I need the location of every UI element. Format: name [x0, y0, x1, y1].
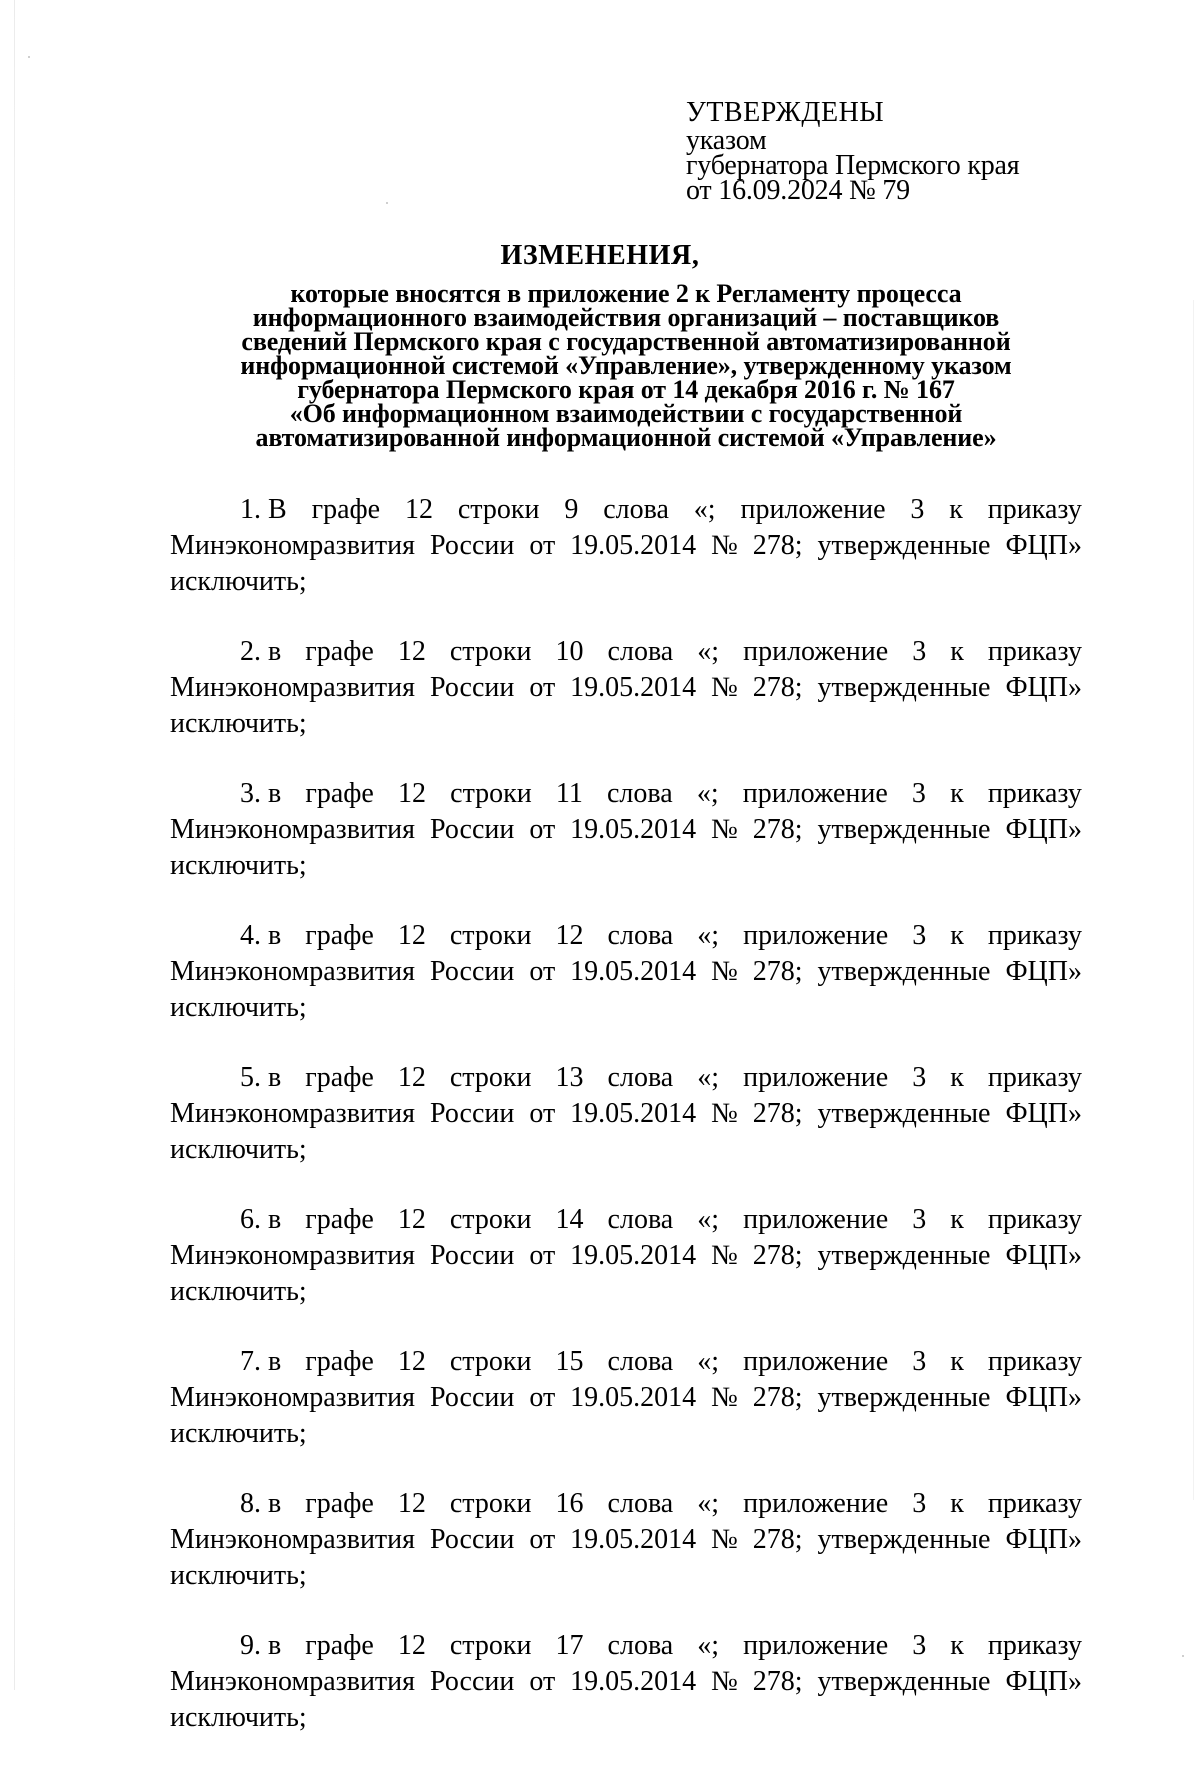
amendment-line — [170, 1380, 1082, 1416]
amendment-word: от — [529, 1098, 556, 1129]
amendment-word: 278; — [752, 1382, 803, 1413]
amendment-word: утвержденные — [817, 956, 991, 987]
amendment-word: слова — [607, 1062, 674, 1093]
amendment-word: 12 — [397, 1204, 426, 1235]
amendment-word: слова — [607, 1204, 674, 1235]
amendment-word: Минэкономразвития — [170, 1524, 416, 1555]
amendment-word: приложение — [743, 920, 889, 951]
amendment-word: 10 — [555, 636, 584, 667]
amendment-word: 3 — [912, 1630, 927, 1661]
amendment-word: графе — [305, 1630, 374, 1661]
amendment-word: от — [529, 1666, 556, 1697]
amendment-word: «; — [697, 1488, 720, 1519]
amendment-word: 4. в — [240, 920, 282, 951]
amendment-line: исключить; — [170, 566, 307, 597]
amendment-word: 3 — [912, 920, 927, 951]
amendment-line: исключить; — [170, 1134, 307, 1165]
amendment-item — [170, 1202, 1082, 1310]
amendment-line — [170, 492, 1082, 528]
amendment-word: 5. в — [240, 1062, 282, 1093]
amendment-word: к — [950, 1204, 964, 1235]
amendment-word: ФЦП» — [1005, 1382, 1082, 1413]
amendment-line — [170, 1344, 1082, 1380]
amendment-word: 12 — [555, 920, 584, 951]
scan-speck — [28, 56, 30, 58]
amendment-word: России — [429, 1524, 515, 1555]
amendment-line: исключить; — [170, 708, 307, 739]
amendment-word: строки — [450, 778, 532, 809]
amendment-line — [170, 634, 1082, 670]
scan-edge-right — [1193, 300, 1194, 1500]
amendment-word: 16 — [555, 1488, 584, 1519]
amendment-line — [170, 812, 1082, 848]
amendment-word: ФЦП» — [1005, 672, 1082, 703]
amendment-word: № — [711, 1524, 738, 1555]
amendment-word: приложение — [743, 636, 889, 667]
amendment-word: 9 — [564, 494, 579, 525]
amendment-line: исключить; — [170, 1702, 307, 1733]
amendment-word: № — [711, 1666, 738, 1697]
amendment-line — [170, 1202, 1082, 1238]
amendment-word: 3 — [912, 1488, 927, 1519]
amendment-word: утвержденные — [817, 1666, 991, 1697]
amendment-line: исключить; — [170, 1560, 307, 1591]
amendment-word: № — [711, 1382, 738, 1413]
amendment-line: исключить; — [170, 850, 307, 881]
amendment-word: Минэкономразвития — [170, 672, 416, 703]
amendment-line — [170, 1486, 1082, 1522]
amendment-word: 1. В — [240, 494, 287, 525]
amendment-word: России — [429, 672, 515, 703]
amendment-word: утвержденные — [817, 530, 991, 561]
amendment-word: графе — [305, 1062, 374, 1093]
amendment-word: России — [429, 956, 515, 987]
amendment-word: «; — [697, 636, 720, 667]
amendment-word: 19.05.2014 — [570, 1524, 697, 1555]
amendment-item — [170, 776, 1082, 884]
amendment-word: России — [429, 530, 515, 561]
document-subtitle — [180, 279, 1072, 452]
amendment-word: ФЦП» — [1005, 530, 1082, 561]
amendment-line — [170, 954, 1082, 990]
amendment-line — [170, 1060, 1082, 1096]
amendment-word: 13 — [555, 1062, 584, 1093]
amendment-word: к — [949, 494, 963, 525]
amendment-word: 3 — [912, 1204, 927, 1235]
amendment-word: 278; — [752, 1524, 803, 1555]
amendment-word: утвержденные — [817, 1240, 991, 1271]
amendment-word: приложение — [740, 494, 886, 525]
amendment-word: № — [711, 530, 738, 561]
amendment-word: к — [950, 778, 964, 809]
amendment-word: от — [529, 530, 556, 561]
approval-block — [686, 97, 1020, 206]
amendment-word: утвержденные — [817, 672, 991, 703]
amendment-word: приказу — [987, 494, 1082, 525]
amendment-word: № — [711, 1240, 738, 1271]
amendment-word: 3 — [912, 1346, 927, 1377]
amendment-word: 12 — [397, 1488, 426, 1519]
amendment-word: Минэкономразвития — [170, 1098, 416, 1129]
subtitle-line: губернатора Пермского края от 14 декабря 2016 г. № 167 — [297, 375, 955, 404]
amendment-word: № — [711, 814, 738, 845]
amendment-word: от — [529, 956, 556, 987]
scan-speck — [1182, 1655, 1184, 1657]
amendment-item — [170, 492, 1082, 600]
amendment-word: слова — [607, 636, 674, 667]
amendment-line — [170, 918, 1082, 954]
amendment-item — [170, 1060, 1082, 1168]
amendment-line — [170, 1664, 1082, 1700]
amendment-word: 15 — [555, 1346, 584, 1377]
amendment-word: приказу — [987, 920, 1082, 951]
amendment-word: Минэкономразвития — [170, 530, 416, 561]
amendment-word: России — [429, 1666, 515, 1697]
amendment-word: приложение — [743, 1630, 889, 1661]
amendment-word: 12 — [397, 920, 426, 951]
amendment-word: 3. в — [240, 778, 282, 809]
amendment-word: приказу — [987, 1346, 1082, 1377]
amendment-word: от — [529, 1524, 556, 1555]
amendment-word: ФЦП» — [1005, 956, 1082, 987]
document-title: ИЗМЕНЕНИЯ, — [500, 240, 700, 271]
amendment-item — [170, 918, 1082, 1026]
amendment-word: строки — [449, 1488, 532, 1519]
amendment-word: ФЦП» — [1005, 1098, 1082, 1129]
amendment-word: 278; — [752, 672, 803, 703]
amendment-word: приказу — [987, 1630, 1082, 1661]
amendment-word: «; — [696, 778, 719, 809]
amendment-word: 3 — [912, 636, 927, 667]
amendment-word: к — [950, 1062, 964, 1093]
amendment-word: слова — [603, 494, 669, 525]
amendment-word: утвержденные — [817, 1098, 991, 1129]
approval-line: от 16.09.2024 № 79 — [686, 175, 910, 206]
subtitle-line: информационной системой «Управление», утвержденному указом — [240, 351, 1012, 380]
amendment-word: графе — [305, 1346, 374, 1377]
amendment-line — [170, 670, 1082, 706]
amendment-word: 19.05.2014 — [570, 1382, 697, 1413]
amendment-word: «; — [697, 920, 720, 951]
amendment-word: строки — [449, 636, 532, 667]
amendment-word: «; — [693, 494, 716, 525]
amendment-word: 278; — [752, 956, 803, 987]
amendment-word: 12 — [404, 494, 433, 525]
amendment-word: 12 — [398, 778, 426, 809]
amendment-word: «; — [697, 1346, 720, 1377]
amendment-line — [170, 1096, 1082, 1132]
amendment-word: 6. в — [240, 1204, 282, 1235]
amendment-word: 19.05.2014 — [570, 1240, 697, 1271]
amendment-word: графе — [305, 778, 374, 809]
amendment-word: приказу — [987, 778, 1082, 809]
amendment-item — [170, 1628, 1082, 1736]
amendment-word: 14 — [555, 1204, 584, 1235]
amendment-word: от — [529, 814, 556, 845]
amendment-word: 12 — [397, 636, 426, 667]
amendment-item — [170, 634, 1082, 742]
amendment-word: «; — [697, 1062, 720, 1093]
amendment-word: Минэкономразвития — [170, 956, 416, 987]
amendment-item — [170, 1344, 1082, 1452]
amendment-word: к — [950, 1488, 964, 1519]
amendment-word: 278; — [752, 1666, 803, 1697]
amendment-word: 12 — [397, 1346, 426, 1377]
amendment-word: № — [711, 956, 738, 987]
amendment-word: России — [429, 1382, 515, 1413]
amendment-word: ФЦП» — [1005, 814, 1082, 845]
amendment-word: 8. в — [240, 1488, 282, 1519]
amendment-word: строки — [457, 494, 540, 525]
amendment-word: графе — [305, 920, 374, 951]
amendment-word: утвержденные — [817, 1524, 991, 1555]
amendment-word: 12 — [397, 1630, 426, 1661]
amendment-word: приложение — [743, 1062, 889, 1093]
approval-line: губернатора Пермского края — [686, 150, 1020, 181]
amendment-word: 278; — [752, 530, 803, 561]
amendment-word: приказу — [987, 1062, 1082, 1093]
amendment-word: слова — [607, 1488, 674, 1519]
subtitle-line: которые вносятся в приложение 2 к Регламенту процесса — [290, 279, 962, 308]
amendment-word: приложение — [742, 778, 888, 809]
amendment-word: от — [529, 672, 556, 703]
amendment-word: строки — [449, 1062, 532, 1093]
subtitle-line: информационного взаимодействия организаций – поставщиков — [252, 303, 1000, 332]
amendment-word: «; — [697, 1204, 720, 1235]
amendment-word: Минэкономразвития — [170, 1240, 416, 1271]
amendment-word: 17 — [555, 1630, 584, 1661]
amendment-line — [170, 776, 1082, 812]
amendment-word: приказу — [987, 1488, 1082, 1519]
subtitle-line: «Об информационном взаимодействии с государственной — [289, 399, 963, 428]
amendment-line: исключить; — [170, 1276, 307, 1307]
amendment-word: к — [950, 920, 964, 951]
amendment-word: 278; — [752, 814, 803, 845]
amendment-line — [170, 1238, 1082, 1274]
amendment-word: 12 — [397, 1062, 426, 1093]
amendment-word: 3 — [912, 1062, 927, 1093]
amendment-word: к — [950, 636, 964, 667]
amendment-word: графе — [305, 636, 374, 667]
amendment-word: России — [429, 1098, 515, 1129]
subtitle-line: автоматизированной информационной системой «Управление» — [255, 423, 997, 452]
amendment-line: исключить; — [170, 992, 307, 1023]
amendment-word: слова — [607, 1630, 674, 1661]
amendment-word: 19.05.2014 — [570, 814, 697, 845]
amendment-word: 7. в — [240, 1346, 282, 1377]
amendment-word: к — [950, 1346, 964, 1377]
amendment-word: «; — [697, 1630, 720, 1661]
amendment-line — [170, 528, 1082, 564]
amendment-word: ФЦП» — [1005, 1524, 1082, 1555]
amendment-word: слова — [607, 1346, 674, 1377]
amendment-word: 3 — [910, 494, 925, 525]
amendment-line — [170, 1522, 1082, 1558]
amendment-word: строки — [449, 1204, 532, 1235]
amendment-item — [170, 1486, 1082, 1594]
amendment-word: приказу — [987, 636, 1082, 667]
amendment-word: 19.05.2014 — [570, 1666, 697, 1697]
amendment-word: от — [529, 1382, 556, 1413]
amendment-word: 19.05.2014 — [570, 672, 697, 703]
amendment-word: № — [711, 1098, 738, 1129]
amendment-word: приложение — [743, 1346, 889, 1377]
amendment-word: 11 — [555, 778, 583, 809]
amendment-word: России — [429, 1240, 515, 1271]
amendment-word: 278; — [752, 1240, 803, 1271]
amendment-word: приказу — [987, 1204, 1082, 1235]
amendment-word: 9. в — [240, 1630, 282, 1661]
scan-speck — [386, 202, 388, 204]
amendment-word: утвержденные — [817, 1382, 991, 1413]
subtitle-line: сведений Пермского края с государственной автоматизированной — [241, 327, 1011, 356]
amendment-list — [170, 492, 1082, 1770]
amendment-word: Минэкономразвития — [170, 814, 416, 845]
approval-title: УТВЕРЖДЕНЫ — [686, 97, 885, 128]
amendment-word: 3 — [911, 778, 926, 809]
amendment-line — [170, 1628, 1082, 1664]
amendment-word: графе — [305, 1488, 374, 1519]
amendment-word: строки — [449, 920, 532, 951]
amendment-word: ФЦП» — [1005, 1240, 1082, 1271]
amendment-word: графе — [305, 1204, 374, 1235]
amendment-word: Минэкономразвития — [170, 1666, 416, 1697]
amendment-word: № — [711, 672, 738, 703]
amendment-word: утвержденные — [817, 814, 991, 845]
amendment-word: слова — [606, 778, 673, 809]
amendment-word: России — [429, 814, 515, 845]
amendment-word: приложение — [743, 1204, 889, 1235]
amendment-word: приложение — [743, 1488, 889, 1519]
amendment-word: 19.05.2014 — [570, 530, 697, 561]
amendment-word: графе — [311, 494, 381, 525]
amendment-word: 19.05.2014 — [570, 1098, 697, 1129]
amendment-word: 278; — [752, 1098, 803, 1129]
amendment-word: от — [529, 1240, 556, 1271]
amendment-word: Минэкономразвития — [170, 1382, 416, 1413]
amendment-word: строки — [449, 1346, 532, 1377]
amendment-word: к — [950, 1630, 964, 1661]
amendment-line: исключить; — [170, 1418, 307, 1449]
amendment-word: 2. в — [240, 636, 282, 667]
amendment-word: слова — [607, 920, 674, 951]
amendment-word: строки — [449, 1630, 532, 1661]
amendment-word: ФЦП» — [1005, 1666, 1082, 1697]
approval-line: указом — [686, 125, 767, 156]
amendment-word: 19.05.2014 — [570, 956, 697, 987]
